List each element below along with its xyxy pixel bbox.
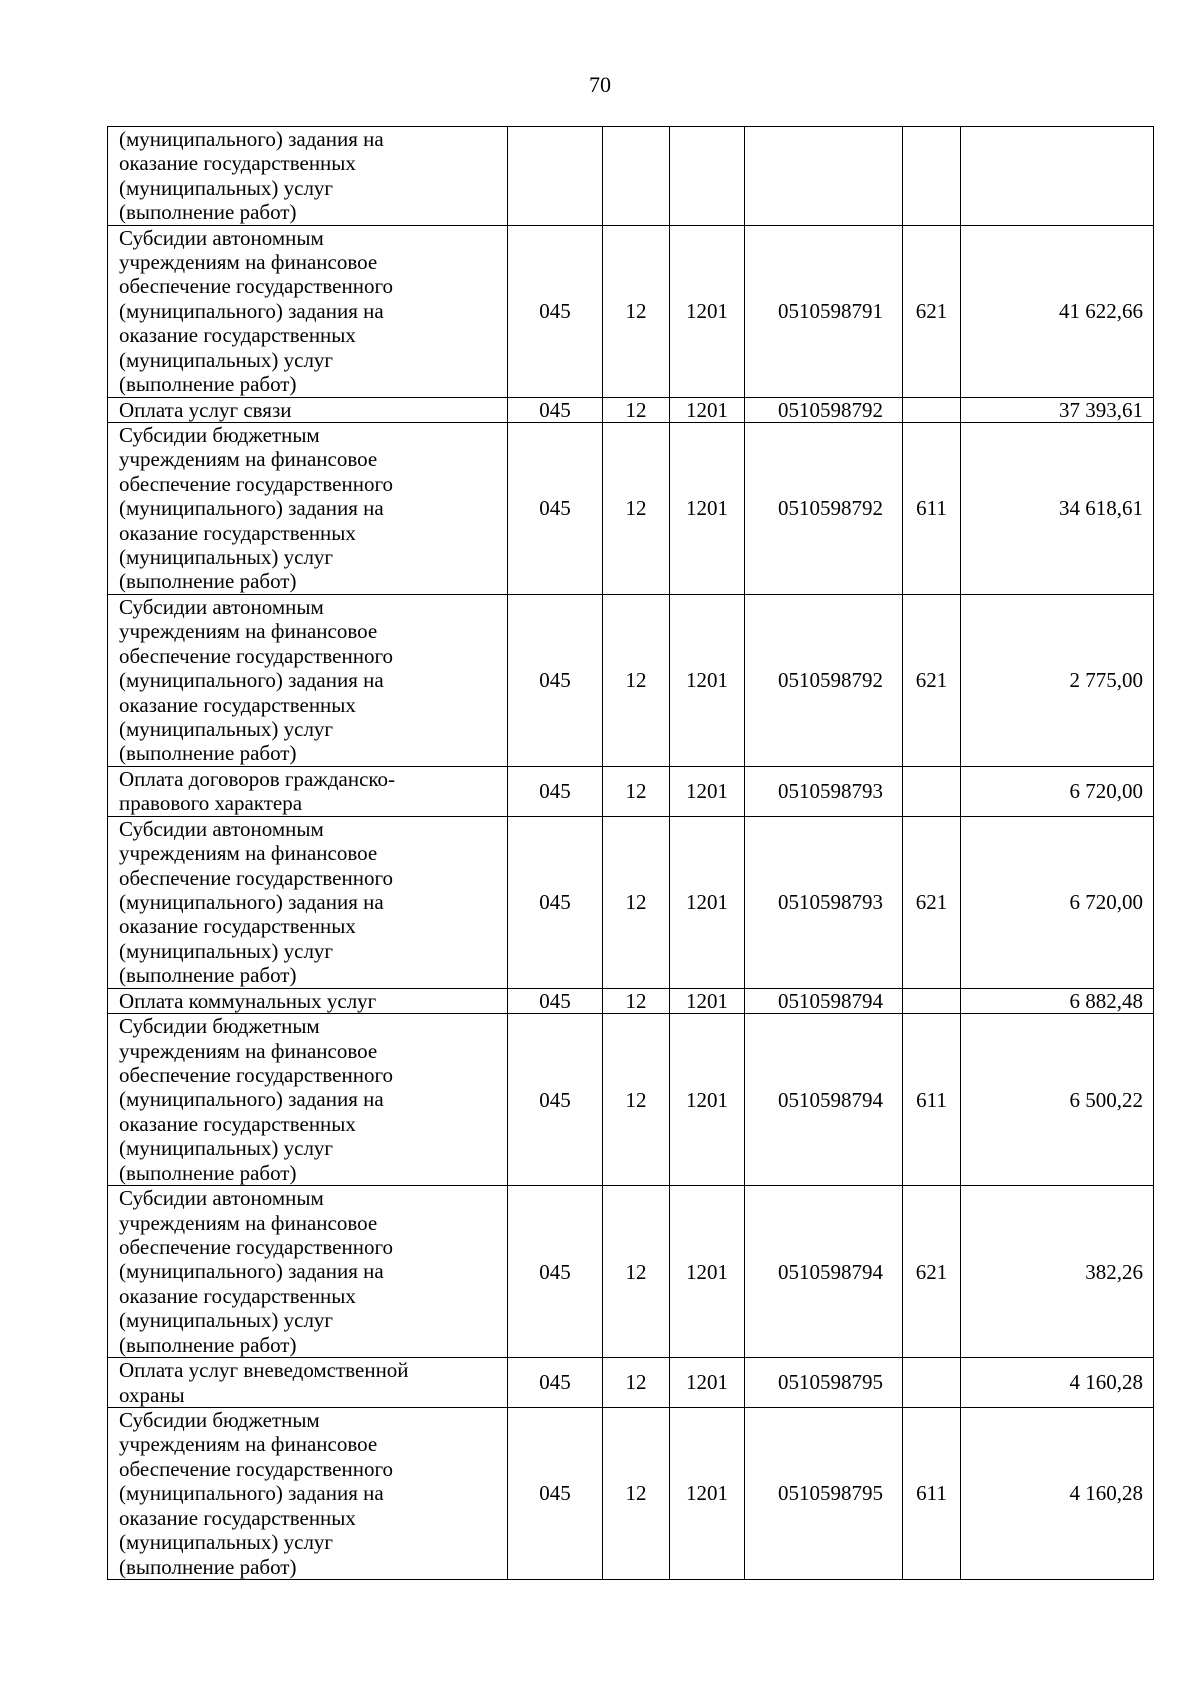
expense-type-cell <box>903 988 961 1013</box>
subsection-code-cell: 1201 <box>670 988 745 1013</box>
admin-code-cell: 045 <box>508 767 603 817</box>
table-row <box>108 423 1154 595</box>
expense-type-cell <box>903 767 961 817</box>
sum-cell: 4 160,28 <box>961 1358 1154 1408</box>
admin-code-cell: 045 <box>508 988 603 1013</box>
subsection-code-cell: 1201 <box>670 595 745 767</box>
expense-name-cell <box>108 127 508 226</box>
table-row <box>108 1014 1154 1186</box>
target-article-cell: 0510598793 <box>745 767 903 817</box>
expense-name-cell <box>108 397 508 422</box>
target-article-cell: 0510598795 <box>745 1358 903 1408</box>
expense-name: Оплата коммунальных услуг <box>119 988 377 1013</box>
admin-code-cell: 045 <box>508 816 603 988</box>
expense-name-cell <box>108 225 508 397</box>
expense-name: Субсидии автономным учреждениям на финансовое обеспечение государственного (муниципального) задания на оказание государственных (муниципальных) услуг (выполнение работ) <box>119 1186 394 1357</box>
admin-code-cell: 045 <box>508 1014 603 1186</box>
admin-code-cell: 045 <box>508 595 603 767</box>
sum-cell: 6 720,00 <box>961 767 1154 817</box>
expense-name-cell <box>108 1408 508 1580</box>
subsection-code-cell: 1201 <box>670 1358 745 1408</box>
expense-name: Субсидии автономным учреждениям на финансовое обеспечение государственного (муниципального) задания на оказание государственных (муниципальных) услуг (выполнение работ) <box>119 225 394 397</box>
sum-cell: 4 160,28 <box>961 1408 1154 1580</box>
subsection-code-cell: 1201 <box>670 767 745 817</box>
expense-name: Оплата договоров гражданско-правового характера <box>119 767 396 816</box>
expense-name: Субсидии бюджетным учреждениям на финансовое обеспечение государственного (муниципального) задания на оказание государственных (муниципальных) услуг (выполнение работ) <box>119 423 394 594</box>
expense-name-cell <box>108 767 508 817</box>
expense-type-cell: 611 <box>903 1014 961 1186</box>
sum-cell: 2 775,00 <box>961 595 1154 767</box>
target-article-cell: 0510598791 <box>745 225 903 397</box>
expense-type-cell <box>903 127 961 226</box>
subsection-code-cell <box>670 127 745 226</box>
expense-type-cell: 621 <box>903 1186 961 1358</box>
page-number: 70 <box>589 72 611 97</box>
admin-code-cell: 045 <box>508 423 603 595</box>
expense-type-cell <box>903 1358 961 1408</box>
expense-name-cell <box>108 595 508 767</box>
table-row <box>108 767 1154 817</box>
expense-name: Субсидии бюджетным учреждениям на финансовое обеспечение государственного (муниципального) задания на оказание государственных (муниципальных) услуг (выполнение работ) <box>119 1408 394 1579</box>
section-code-cell: 12 <box>603 988 670 1013</box>
section-code-cell: 12 <box>603 1186 670 1358</box>
subsection-code-cell: 1201 <box>670 1186 745 1358</box>
expense-name: Оплата услуг вневедомственной охраны <box>119 1358 409 1407</box>
target-article-cell <box>745 127 903 226</box>
table-row <box>108 1358 1154 1408</box>
expense-type-cell: 621 <box>903 595 961 767</box>
expense-name-cell <box>108 1186 508 1358</box>
section-code-cell: 12 <box>603 1014 670 1186</box>
target-article-cell: 0510598793 <box>745 816 903 988</box>
target-article-cell: 0510598792 <box>745 397 903 422</box>
subsection-code-cell: 1201 <box>670 1408 745 1580</box>
table-row <box>108 816 1154 988</box>
target-article-cell: 0510598792 <box>745 595 903 767</box>
section-code-cell <box>603 127 670 226</box>
section-code-cell: 12 <box>603 1408 670 1580</box>
admin-code-cell: 045 <box>508 1186 603 1358</box>
expense-name: Оплата услуг связи <box>119 397 292 422</box>
expense-type-cell: 621 <box>903 225 961 397</box>
table-row <box>108 1408 1154 1580</box>
target-article-cell: 0510598794 <box>745 1186 903 1358</box>
section-code-cell: 12 <box>603 225 670 397</box>
subsection-code-cell: 1201 <box>670 397 745 422</box>
expense-name-cell <box>108 816 508 988</box>
section-code-cell: 12 <box>603 767 670 817</box>
admin-code-cell: 045 <box>508 1408 603 1580</box>
expense-name-cell <box>108 1014 508 1186</box>
target-article-cell: 0510598794 <box>745 988 903 1013</box>
table-row <box>108 595 1154 767</box>
subsection-code-cell: 1201 <box>670 423 745 595</box>
table-row <box>108 988 1154 1013</box>
admin-code-cell: 045 <box>508 1358 603 1408</box>
section-code-cell: 12 <box>603 423 670 595</box>
sum-cell <box>961 127 1154 226</box>
subsection-code-cell: 1201 <box>670 816 745 988</box>
expense-name: Субсидии автономным учреждениям на финансовое обеспечение государственного (муниципального) задания на оказание государственных (муниципальных) услуг (выполнение работ) <box>119 816 394 988</box>
budget-table-body <box>108 127 1154 1580</box>
subsection-code-cell: 1201 <box>670 1014 745 1186</box>
expense-type-cell <box>903 397 961 422</box>
sum-cell: 6 882,48 <box>961 988 1154 1013</box>
section-code-cell: 12 <box>603 816 670 988</box>
section-code-cell: 12 <box>603 595 670 767</box>
table-row <box>108 397 1154 422</box>
target-article-cell: 0510598792 <box>745 423 903 595</box>
admin-code-cell: 045 <box>508 397 603 422</box>
expense-name: Субсидии автономным учреждениям на финансовое обеспечение государственного (муниципального) задания на оказание государственных (муниципальных) услуг (выполнение работ) <box>119 595 394 766</box>
table-row <box>108 1186 1154 1358</box>
expense-type-cell: 621 <box>903 816 961 988</box>
admin-code-cell <box>508 127 603 226</box>
budget-table <box>107 126 1154 1580</box>
target-article-cell: 0510598794 <box>745 1014 903 1186</box>
table-row <box>108 225 1154 397</box>
expense-type-cell: 611 <box>903 423 961 595</box>
expense-name-cell <box>108 988 508 1013</box>
target-article-cell: 0510598795 <box>745 1408 903 1580</box>
sum-cell: 41 622,66 <box>961 225 1154 397</box>
sum-cell: 34 618,61 <box>961 423 1154 595</box>
subsection-code-cell: 1201 <box>670 225 745 397</box>
expense-name-cell <box>108 1358 508 1408</box>
expense-name-cell <box>108 423 508 595</box>
sum-cell: 382,26 <box>961 1186 1154 1358</box>
table-row <box>108 127 1154 226</box>
expense-type-cell: 611 <box>903 1408 961 1580</box>
section-code-cell: 12 <box>603 397 670 422</box>
admin-code-cell: 045 <box>508 225 603 397</box>
sum-cell: 6 500,22 <box>961 1014 1154 1186</box>
expense-name: Субсидии бюджетным учреждениям на финансовое обеспечение государственного (муниципального) задания на оказание государственных (муниципальных) услуг (выполнение работ) <box>119 1014 394 1185</box>
sum-cell: 37 393,61 <box>961 397 1154 422</box>
sum-cell: 6 720,00 <box>961 816 1154 988</box>
section-code-cell: 12 <box>603 1358 670 1408</box>
expense-name: (муниципального) задания на оказание государственных (муниципальных) услуг (выполнение работ) <box>119 127 384 225</box>
